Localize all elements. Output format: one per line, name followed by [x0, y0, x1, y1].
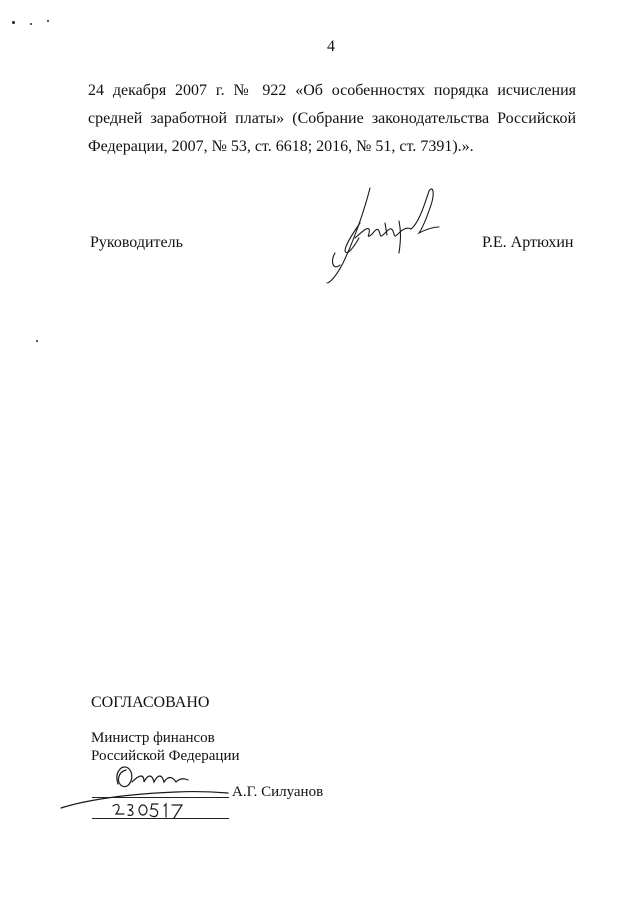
- handwritten-signature-icon: [315, 183, 445, 293]
- signer-title: Руководитель: [90, 234, 183, 251]
- page-number: 4: [327, 38, 335, 55]
- scan-speck: [12, 21, 15, 24]
- approver-signature-line: [92, 797, 229, 798]
- signer-name: Р.Е. Артюхин: [482, 234, 574, 251]
- approver-position-line2: Российской Федерации: [91, 748, 240, 764]
- body-paragraph: 24 декабря 2007 г. № 922 «Об особенностях порядка исчисления средней заработной платы» (Собрание законодательства Российской Федерации, 2007, № 53, ст. 6618; 2016, № 51, ст. 7391).».: [88, 82, 576, 155]
- approver-position-line1: Министр финансов: [91, 730, 215, 746]
- scan-speck: [30, 23, 32, 25]
- date-line: [92, 818, 229, 819]
- approval-heading: СОГЛАСОВАНО: [91, 694, 210, 711]
- approver-name: А.Г. Силуанов: [232, 784, 324, 800]
- scan-speck: [36, 340, 38, 342]
- scan-speck: [47, 20, 49, 22]
